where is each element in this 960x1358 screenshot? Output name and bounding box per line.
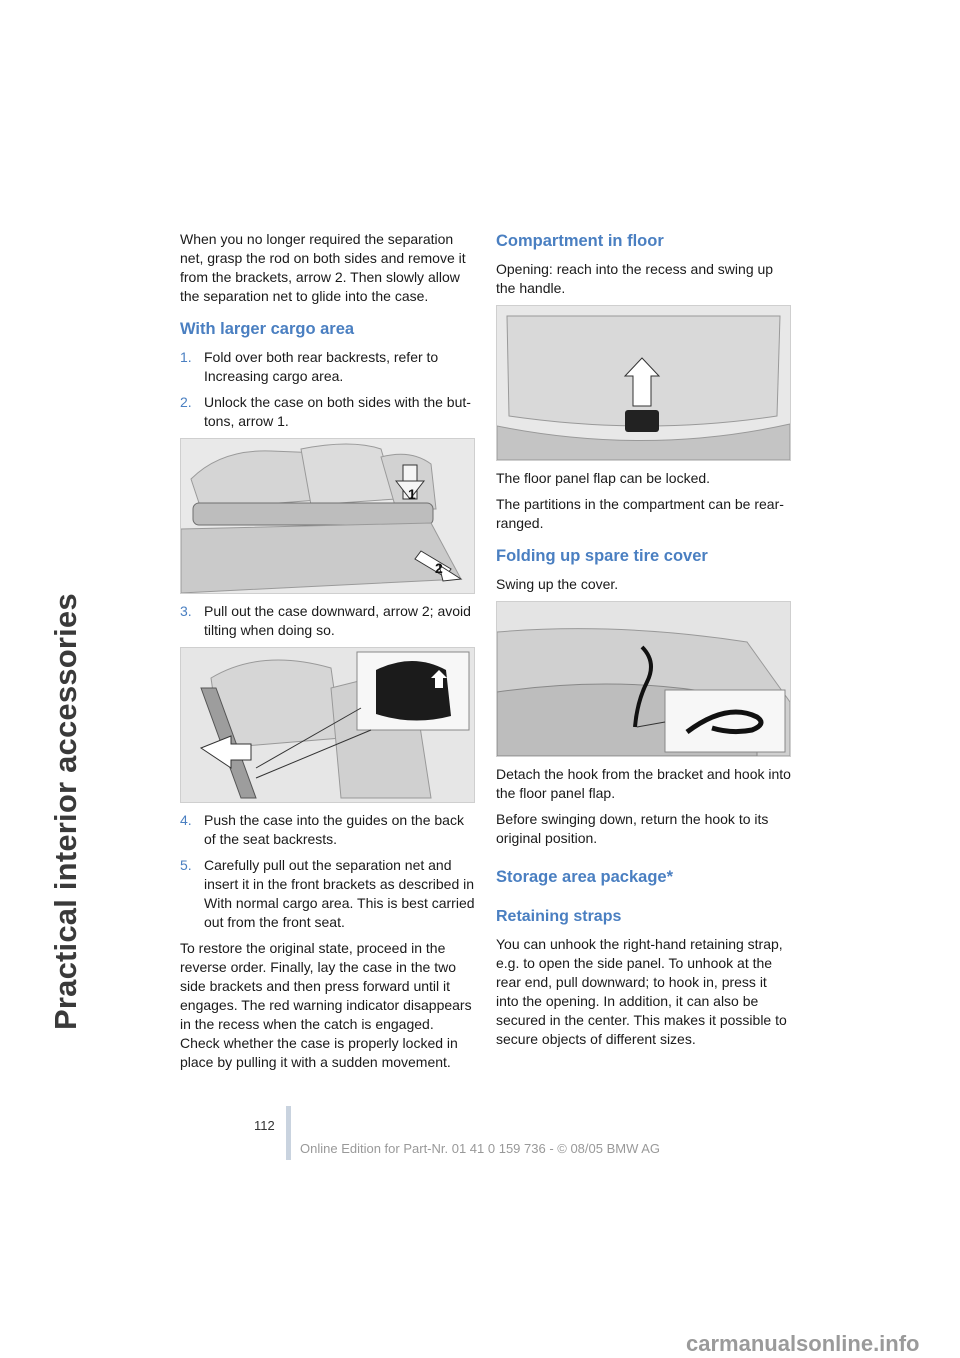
step-text: Fold over both rear backrests, refer to Increasing cargo area. — [204, 349, 439, 384]
step-text: Push the case into the guides on the back of the seat backrests. — [204, 812, 464, 847]
footer-accent-bar — [286, 1106, 291, 1160]
right-column — [496, 230, 791, 1056]
outro-paragraph: To restore the original state, proceed in the reverse order. Finally, lay the case in the two side brackets and then press forward until it engages. The red warning indicator disappears in the recess when the catch is engaged. Check whether the case is properly locked in place by pulling it with a sudden movement. — [180, 940, 472, 1070]
step-5 — [180, 856, 475, 932]
chapter-side-title — [0, 230, 83, 1030]
step-text: Carefully pull out the separation net and insert it in the front brackets as described in With normal cargo area. This is best carried out from the front seat. — [204, 857, 475, 930]
case-pull-illustration — [181, 648, 474, 802]
step-number: 2. — [180, 394, 192, 410]
step-number: 3. — [180, 603, 192, 619]
fig1-label-1: 1 — [408, 486, 416, 502]
step-1 — [180, 348, 475, 386]
heading-spare-tire: Folding up spare tire cover — [496, 547, 708, 565]
fig1-label-2: 2 — [435, 560, 443, 576]
step-number: 4. — [180, 812, 192, 828]
figure-case-pull — [180, 647, 475, 803]
chapter-title-text: Practical interior accessories — [48, 593, 83, 1030]
case-unlock-illustration — [181, 439, 474, 593]
step-number: 5. — [180, 857, 192, 873]
floor-compartment-illustration — [497, 306, 790, 460]
step-2 — [180, 393, 475, 431]
swing-paragraph: Swing up the cover. — [496, 576, 619, 592]
heading-compartment-floor: Compartment in floor — [496, 232, 664, 250]
page-number: 112 — [254, 1118, 275, 1133]
spare-tire-illustration — [497, 602, 790, 756]
heading-storage-package: Storage area package* — [496, 868, 674, 886]
step-3 — [180, 602, 475, 640]
intro-paragraph: When you no longer required the separation net, grasp the rod on both sides and remove it from the brackets, arrow 2. Then slowly allow the separation net to glide into the case. — [180, 231, 466, 304]
opening-paragraph: Opening: reach into the recess and swing up the handle. — [496, 261, 774, 296]
partitions-paragraph: The partitions in the compartment can be rear-ranged. — [496, 496, 784, 531]
footer-edition-note: Online Edition for Part-Nr. 01 41 0 159 736 - © 08/05 BMW AG — [300, 1141, 661, 1156]
left-column — [180, 230, 475, 1079]
step-4 — [180, 811, 475, 849]
before-paragraph: Before swinging down, return the hook to its original position. — [496, 811, 769, 846]
straps-paragraph: You can unhook the right-hand retaining strap, e.g. to open the side panel. To unhook at the rear end, pull downward; to hook in, press it into the opening. In addition, it can also be secured in the center. This makes it possible to secure objects of different sizes. — [496, 936, 787, 1047]
heading-larger-cargo: With larger cargo area — [180, 320, 355, 338]
step-number: 1. — [180, 349, 192, 365]
locked-paragraph: The floor panel flap can be locked. — [496, 470, 711, 486]
step-text: Pull out the case downward, arrow 2; avoid tilting when doing so. — [204, 603, 471, 638]
figure-case-unlock — [180, 438, 475, 594]
detach-paragraph: Detach the hook from the bracket and hook into the floor panel flap. — [496, 766, 791, 801]
figure-floor-compartment — [496, 305, 791, 461]
step-text: Unlock the case on both sides with the but-tons, arrow 1. — [204, 394, 471, 429]
watermark: carmanualsonline.info — [686, 1331, 920, 1356]
figure-spare-tire-cover — [496, 601, 791, 757]
heading-retaining-straps: Retaining straps — [496, 908, 622, 925]
